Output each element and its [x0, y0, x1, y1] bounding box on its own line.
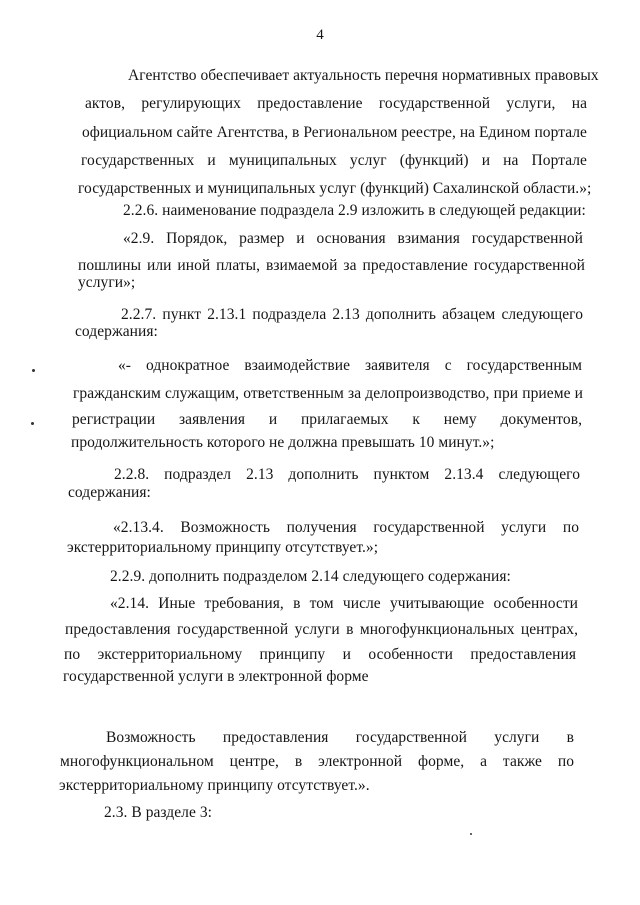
text-line: 2.3. В разделе 3: — [104, 804, 212, 821]
text-line: «2.14. Иные требования, в том числе учитывающие особенности — [110, 595, 578, 612]
text-line: государственных и муниципальных услуг (функций) Сахалинской области.»; — [78, 180, 592, 197]
text-line: 2.2.9. дополнить подразделом 2.14 следующего содержания: — [110, 568, 511, 585]
scan-speck — [31, 422, 34, 425]
scan-speck — [470, 833, 472, 835]
text-line: 2.2.8. подраздел 2.13 дополнить пунктом 2.13.4 следующего — [114, 466, 580, 483]
text-line: регистрации заявления и прилагаемых к нему документов, — [72, 411, 582, 428]
text-line: официальном сайте Агентства, в Региональном реестре, на Едином портале — [82, 124, 587, 141]
text-line: пошлины или иной платы, взимаемой за предоставление государственной — [78, 257, 585, 274]
page-number: 4 — [316, 27, 324, 43]
text-line: 2.2.6. наименование подраздела 2.9 изложить в следующей редакции: — [123, 202, 586, 219]
text-line: гражданским служащим, ответственным за делопроизводство, при приеме и — [73, 385, 583, 402]
text-line: содержания: — [68, 484, 151, 501]
text-line: по экстерриториальному принципу и особенности предоставления — [64, 646, 576, 663]
text-line: экстерриториальному принципу отсутствует.». — [59, 777, 370, 794]
text-line: 2.2.7. пункт 2.13.1 подраздела 2.13 дополнить абзацем следующего — [121, 306, 583, 323]
text-line: государственных и муниципальных услуг (функций) и на Портале — [81, 152, 587, 169]
text-line: Агентство обеспечивает актуальность перечня нормативных правовых — [128, 67, 599, 84]
text-line: предоставления государственной услуги в многофункциональных центрах, — [65, 621, 578, 638]
text-line: многофункциональном центре, в электронной форме, а также по — [60, 753, 574, 770]
text-line: «2.9. Порядок, размер и основания взимания государственной — [123, 230, 583, 247]
text-line: «- однократное взаимодействие заявителя с государственным — [118, 357, 582, 374]
text-line: государственной услуги в электронной форме — [63, 668, 369, 685]
text-line: экстерриториальному принципу отсутствует.»; — [67, 539, 379, 556]
text-line: продолжительность которого не должна превышать 10 минут.»; — [71, 434, 495, 451]
text-line: «2.13.4. Возможность получения государственной услуги по — [113, 519, 579, 536]
text-line: актов, регулирующих предоставление государственной услуги, на — [85, 95, 587, 112]
text-line: содержания: — [75, 323, 158, 340]
scan-speck — [32, 369, 35, 372]
text-line: Возможность предоставления государственной услуги в — [106, 729, 574, 746]
text-line: услуги»; — [78, 274, 136, 291]
